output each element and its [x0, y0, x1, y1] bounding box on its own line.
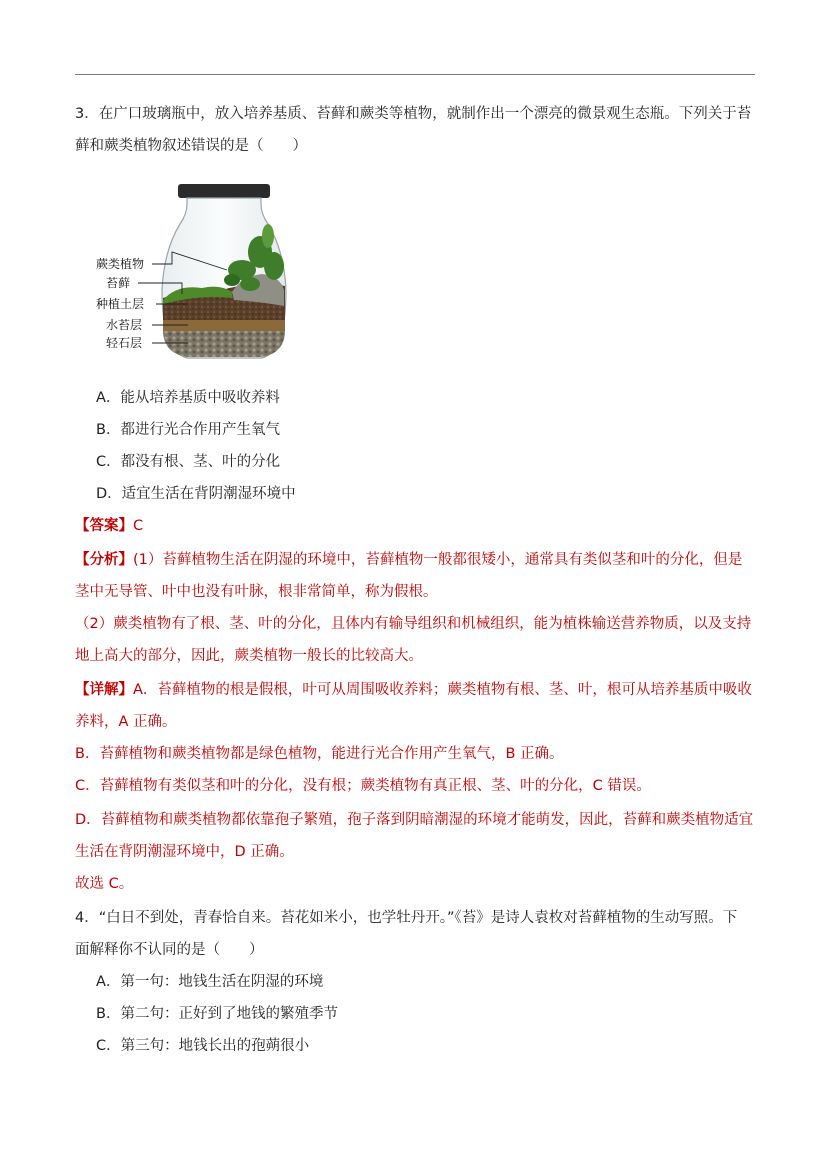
terrarium-figure: [92, 180, 312, 362]
q3-option-d: D．适宜生活在背阴潮湿环境中: [96, 486, 296, 502]
q3-stem-line2: 藓和蕨类植物叙述错误的是（ ）: [75, 138, 307, 154]
q3-conclusion: 故选 C。: [75, 876, 134, 892]
q3-detail-c: C．苔藓植物有类似茎和叶的分化，没有根；蕨类植物有真正根、茎、叶的分化，C 错误。: [75, 778, 651, 794]
pebble-layer: [163, 330, 285, 357]
q3-detail-a-line2: 养料，A 正确。: [75, 714, 177, 730]
figure-label-pebble: 轻石层: [106, 336, 143, 350]
answer-value: C: [133, 518, 144, 534]
q3-analysis-line1: [75, 550, 765, 570]
q3-answer: [75, 516, 765, 536]
figure-label-fern: 蕨类植物: [96, 257, 145, 271]
header-rule: [75, 74, 755, 75]
q3-detail-d-line1: D．苔藓植物和蕨类植物都依靠孢子繁殖，孢子落到阴暗潮湿的环境才能萌发，因此，苔藓和蕨类植物适宜: [75, 812, 754, 828]
q3-detail-b: B．苔藓植物和蕨类植物都是绿色植物，能进行光合作用产生氧气，B 正确。: [75, 746, 564, 762]
analysis-tag: 【分析】: [75, 552, 133, 568]
q3-analysis-line4: 地上高大的部分，因此，蕨类植物一般长的比较高大。: [75, 648, 423, 664]
detail-a-text: A．苔藓植物的根是假根，叶可从周围吸收养料；蕨类植物有根、茎、叶，根可从培养基质中吸收: [133, 682, 752, 698]
q3-analysis-line3: （2）蕨类植物有了根、茎、叶的分化，且体内有输导组织和机械组织，能为植株输送营养物质，以及支持: [75, 616, 752, 632]
q3-detail-a-line1: [75, 680, 765, 700]
q3-stem-line1: 3．在广口玻璃瓶中，放入培养基质、苔藓和蕨类等植物，就制作出一个漂亮的微景观生态瓶。下列关于苔: [75, 106, 752, 122]
terrarium-illustration: [92, 180, 312, 362]
figure-label-moss: 苔藓: [106, 276, 131, 290]
figure-label-soil: 种植土层: [96, 297, 145, 311]
answer-tag: 【答案】: [75, 518, 133, 534]
analysis-text-1: (1）苔藓植物生活在阴湿的环境中，苔藓植物一般都很矮小，通常具有类似茎和叶的分化，但是: [133, 552, 743, 568]
q3-option-b: B．都进行光合作用产生氧气: [96, 422, 280, 438]
q4-stem-line1: 4．“白日不到处，青春恰自来。苔花如米小，也学牡丹开。”《苔》是诗人袁枚对苔藓植物的生动写照。下: [75, 910, 738, 926]
q4-option-a: A．第一句：地钱生活在阴湿的环境: [96, 974, 324, 990]
q3-option-a: A．能从培养基质中吸收养料: [96, 390, 280, 406]
q4-option-c: C．第三句：地钱长出的孢蒴很小: [96, 1038, 310, 1054]
detail-tag: 【详解】: [75, 682, 133, 698]
q3-analysis-line2: 茎中无导管、叶中也没有叶脉，根非常简单，称为假根。: [75, 584, 438, 600]
figure-label-sphagnum: 水苔层: [106, 318, 143, 332]
jar-lid: [178, 184, 270, 198]
q4-stem-line2: 面解释你不认同的是（ ）: [75, 942, 264, 958]
sphagnum-layer: [163, 320, 285, 331]
q4-option-b: B．第二句：正好到了地钱的繁殖季节: [96, 1006, 338, 1022]
q3-option-c: C．都没有根、茎、叶的分化: [96, 454, 281, 470]
q3-detail-d-line2: 生活在背阴潮湿环境中，D 正确。: [75, 844, 294, 860]
